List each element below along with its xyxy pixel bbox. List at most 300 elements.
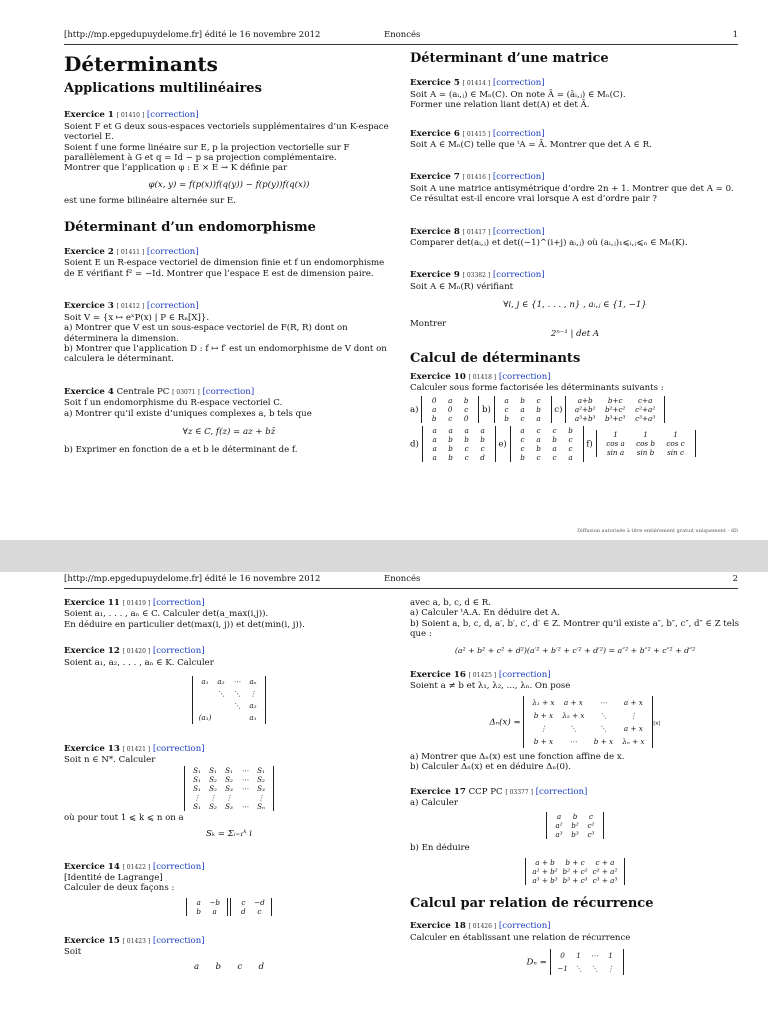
matrix-row — [551, 812, 599, 821]
correction-link[interactable]: [correction] — [202, 386, 255, 397]
item-label: b) — [481, 404, 491, 415]
item-label: e) — [498, 439, 507, 450]
section-heading: Déterminant d’une matrice — [410, 51, 609, 66]
correction-link[interactable]: [correction] — [498, 921, 551, 932]
page-header — [64, 574, 738, 589]
correction-link[interactable]: [correction] — [152, 861, 205, 872]
exercise-label: Exercice 18 — [410, 921, 466, 932]
matrix-cell: S₁ — [225, 765, 233, 775]
determinant — [596, 430, 696, 457]
correction-link[interactable]: [correction] — [146, 247, 199, 258]
matrix-row — [515, 426, 579, 435]
text-line: où pour tout 1 ⩽ k ⩽ n on a — [64, 812, 184, 823]
text-line: Calculer de deux façons : — [64, 883, 175, 894]
exercise-tag: CCP PC — [468, 786, 503, 797]
matrix-cell: c — [520, 434, 525, 444]
matrix-cell: ⋯ — [241, 801, 249, 811]
matrix-cell: c — [536, 425, 541, 435]
matrix-cell: a³ — [555, 830, 563, 840]
exercise-id: [ 01422 ] — [122, 863, 151, 871]
matrix-cell: a — [432, 434, 437, 444]
matrix-cell: c — [536, 452, 541, 462]
matrix-row — [189, 766, 269, 775]
matrix-cell: ⋯ — [599, 697, 607, 707]
matrix-cell: b — [448, 443, 453, 453]
matrix-cell: a — [552, 443, 557, 453]
matrix-cell: S₁ — [193, 783, 201, 793]
matrix-cell: c² — [587, 821, 595, 831]
text-line: Soit A une matrice antisymétrique d’ordre 2n + 1. Montrer que det A = 0. — [410, 183, 734, 194]
text-line: b) Calculer Δₙ(x) et en déduire Δₙ(0). — [410, 762, 572, 773]
matrix-row — [426, 414, 474, 423]
exercise-label: Exercice 5 — [410, 78, 460, 89]
exercise-label: Exercice 14 — [64, 861, 120, 872]
matrix-cell: λ₂ + x — [562, 710, 585, 720]
matrix-cell: b + x — [533, 736, 554, 746]
matrix-cell: S₂ — [257, 774, 265, 784]
matrix-cell: a — [448, 425, 453, 435]
matrix-cell: ⋮ — [249, 689, 257, 699]
matrix-cell: a²+b² — [574, 404, 596, 414]
matrix-cell: a³ + b³ — [532, 875, 558, 885]
matrix-cell: c — [464, 443, 469, 453]
matrix-cell: c — [568, 443, 573, 453]
matrix-row — [570, 414, 660, 423]
matrix-cell: c + a — [595, 857, 615, 867]
exercise-label: Exercice 6 — [410, 128, 460, 139]
exercise-id: [ 01421 ] — [122, 746, 151, 754]
matrix-cell: S₁ — [193, 765, 201, 775]
matrix-cell: 1 — [673, 430, 678, 440]
matrix-cell: 0 — [463, 413, 469, 423]
exercise-label: Exercice 2 — [64, 247, 114, 258]
matrix-cell: b² — [571, 821, 579, 831]
matrix-cell: d — [480, 452, 485, 462]
matrix-cell: a + x — [623, 723, 643, 733]
matrix-cell: c — [552, 425, 557, 435]
header-page-number: 2 — [732, 574, 738, 584]
matrix-row — [528, 709, 648, 722]
text-line: a) Montrer que Δₙ(x) est une fonction affine de x. — [410, 751, 625, 762]
exercise-label: Exercice 1 — [64, 110, 114, 121]
matrix-cell: a — [556, 812, 562, 822]
matrix-cell: S₃ — [257, 783, 265, 793]
formula: φ(x, y) = f(p(x))f(q(y)) − f(p(y))f(q(x)) — [148, 179, 310, 190]
matrix-cell: −1 — [557, 964, 568, 974]
matrix-cell: c+a — [638, 395, 653, 405]
matrix-row — [528, 696, 648, 709]
matrix-row — [189, 793, 269, 802]
matrix-cell: S₃ — [225, 801, 233, 811]
matrix-cell: λₙ + x — [622, 736, 645, 746]
matrix-row — [530, 867, 620, 876]
matrix-row — [197, 712, 261, 724]
matrix-cell: a + b — [535, 857, 555, 867]
text-line: a) Montrer qu’il existe d’uniques complexes a, b tels que — [64, 408, 312, 419]
exercise-label: Exercice 8 — [410, 226, 460, 237]
formula: Sₖ = Σᵢ₌₁ᵏ i — [205, 829, 253, 840]
correction-link[interactable]: [correction] — [492, 78, 545, 89]
correction-link[interactable]: [correction] — [152, 646, 205, 657]
matrix-cell: a — [212, 906, 217, 916]
determinant — [510, 426, 584, 462]
matrix-row — [197, 700, 261, 712]
matrix-cell: ⋮ — [257, 792, 265, 802]
matrix-cell: 1 — [576, 951, 581, 961]
text-line: Comparer det(aᵢ,ⱼ) et det((−1)^(i+j) aᵢ,ⱼ) où (aᵢ,ⱼ)₁⩽ᵢ,ⱼ⩽ₙ ∈ Mₙ(K). — [410, 238, 688, 249]
matrix-row — [197, 688, 261, 700]
correction-link[interactable]: [correction] — [492, 226, 545, 237]
exercise-label: Exercice 17 — [410, 786, 466, 797]
matrix-cell: a — [568, 452, 573, 462]
matrix-row — [515, 444, 579, 453]
item-label: a) — [410, 404, 419, 415]
correction-link[interactable]: [correction] — [492, 172, 545, 183]
correction-link[interactable]: [correction] — [498, 371, 551, 382]
matrix-cell: sin c — [667, 448, 684, 458]
exercise-id: [ 01417 ] — [462, 228, 491, 236]
correction-link[interactable]: [correction] — [146, 301, 199, 312]
matrix-cell: cos c — [666, 439, 685, 449]
matrix-row — [570, 396, 660, 405]
text-line: Ce résultat est-il encore vrai lorsque A est d’ordre pair ? — [410, 194, 657, 205]
matrix-row — [426, 405, 474, 414]
header-source: [http://mp.epgedupuydelome.fr] édité le 16 novembre 2012 — [64, 574, 321, 584]
item-label: c) — [554, 404, 563, 415]
exercise-id: [ 01416 ] — [462, 174, 491, 182]
correction-link[interactable]: [correction] — [535, 786, 588, 797]
matrix-cell: a + x — [623, 697, 643, 707]
matrix-cell: S₁ — [193, 801, 201, 811]
page-footer: Diffusion autorisée à titre entièrement gratuit uniquement - dD — [577, 528, 738, 534]
exercise-id: [ 01414 ] — [462, 80, 491, 88]
matrix-cell: ⋱ — [217, 689, 225, 699]
determinant — [546, 812, 604, 839]
matrix-row — [551, 821, 599, 830]
matrix-row — [601, 448, 691, 457]
correction-link[interactable]: [correction] — [492, 128, 545, 139]
matrix-cell: c — [520, 413, 525, 423]
matrix-row — [528, 735, 648, 748]
exercise-id: [ 03377 ] — [505, 788, 533, 796]
section-heading: Applications multilinéaires — [64, 81, 262, 96]
correction-link[interactable]: [correction] — [152, 935, 205, 946]
matrix-cell: cos b — [636, 439, 655, 449]
matrix-cell: b — [463, 395, 469, 405]
matrix-cell: a + x — [563, 697, 583, 707]
text-line: b) Montrer que l’application D : f ↦ f′ est un endomorphisme de V dont on calculera le déterminant. — [64, 343, 387, 365]
matrix-cell: a — [536, 413, 541, 423]
matrix-cell: a — [432, 443, 437, 453]
matrix-cell: c — [568, 434, 573, 444]
section-heading: Calcul par relation de récurrence — [410, 895, 654, 911]
determinant — [525, 858, 625, 885]
exercise-id: [ 01410 ] — [116, 112, 145, 120]
matrix-cell: b — [448, 452, 453, 462]
matrix-cell: ⋮ — [225, 792, 233, 802]
text-line: Montrer — [410, 318, 447, 329]
matrix-row — [499, 396, 547, 405]
exercise-id: [ 03382 ] — [462, 272, 491, 280]
matrix-row — [570, 405, 660, 414]
matrix-row — [427, 453, 491, 462]
matrix-cell: c — [504, 404, 509, 414]
matrix-row — [499, 414, 547, 423]
matrix-cell: c²+a² — [635, 404, 656, 414]
determinant — [186, 898, 228, 916]
matrix-cell: a — [480, 425, 485, 435]
determinant — [230, 898, 272, 916]
matrix-cell: b³+c³ — [604, 413, 626, 423]
determinant — [494, 396, 552, 423]
page-2 — [0, 572, 768, 1024]
matrix-row — [197, 676, 261, 688]
text-line: est une forme bilinéaire alternée sur E. — [64, 196, 236, 207]
determinant — [421, 396, 479, 423]
text-line: Montrer que l’application φ : E × E → K définie par — [64, 163, 288, 174]
exercise-label: Exercice 10 — [410, 371, 466, 382]
left-column — [64, 598, 394, 972]
matrix-cell: ⋮ — [209, 792, 217, 802]
text-line: En déduire en particulier det(max(i, j)) et det(min(i, j)). — [64, 619, 305, 630]
matrix-cell: b + x — [593, 736, 614, 746]
matrix-cell: ⋱ — [574, 964, 583, 974]
matrix-cell: c — [448, 413, 453, 423]
matrix-cell: c — [588, 812, 594, 822]
matrix-row — [191, 907, 223, 916]
matrix-cell: a — [536, 434, 541, 444]
matrix-cell: ⋱ — [590, 964, 599, 974]
matrix-cell: a — [448, 395, 453, 405]
matrix-row — [189, 802, 269, 811]
right-column — [410, 598, 740, 981]
exercise-id: [ 01418 ] — [468, 373, 497, 381]
matrix-cell: sin b — [636, 448, 655, 458]
exercise-id: [ 01419 ] — [122, 600, 151, 607]
matrix-cell: a — [504, 395, 509, 405]
matrix-cell: b + c — [565, 857, 585, 867]
section-heading: Déterminant d’un endomorphisme — [64, 219, 316, 235]
exercise-id: [ 01415 ] — [462, 130, 491, 138]
matrix-cell: a — [464, 425, 469, 435]
formula-lhs: Dₙ = — [526, 957, 547, 968]
exercise-id: [ 01425 ] — [468, 672, 497, 680]
matrix-cell: S₁ — [193, 774, 201, 784]
text-line: Calculer sous forme factorisée les déterminants suivants : — [410, 383, 664, 394]
matrix-cell: b³ — [571, 830, 579, 840]
determinant — [422, 426, 496, 462]
formula: 2ⁿ⁻¹ | det A — [550, 329, 600, 340]
matrix-cell: −d — [254, 897, 265, 907]
matrix-cell: b — [448, 434, 453, 444]
text-line: Soit f un endomorphisme du R-espace vectoriel C. — [64, 398, 283, 409]
header-section: Enoncés — [384, 574, 421, 584]
exercise-label: Exercice 13 — [64, 744, 120, 755]
matrix-cell: a — [432, 425, 437, 435]
matrix-row — [189, 775, 269, 784]
exercise-label: Exercice 7 — [410, 172, 460, 183]
matrix-row — [530, 876, 620, 885]
text-line: Soient F et G deux sous-espaces vectoriels supplémentaires d’un K-espace vectoriel E. — [64, 121, 389, 143]
matrix-cell: b — [520, 452, 525, 462]
right-column — [410, 51, 740, 462]
matrix-cell: ⋯ — [569, 736, 577, 746]
matrix-cell: b — [572, 812, 578, 822]
text-line: Soient a₁, a₂, . . . , aₙ ∈ K. Calculer — [64, 657, 214, 668]
matrix-cell: b+c — [607, 395, 623, 405]
text-line: a) Montrer que V est un sous-espace vectoriel de F(R, R) dont on déterminera la dimension. — [64, 323, 348, 344]
text-line: Soit A ∈ Mₙ(R) vérifiant — [410, 281, 514, 292]
determinant — [192, 676, 266, 724]
exercise-label: Exercice 11 — [64, 598, 120, 608]
matrix-cell: ⋱ — [233, 689, 241, 699]
text-line: Soient a ≠ b et λ₁, λ₂, ..., λₙ. On pose — [410, 681, 571, 692]
matrix-cell: a+b — [577, 395, 593, 405]
matrix-cell: c — [552, 452, 557, 462]
matrix-row — [427, 444, 491, 453]
matrix-cell: 1 — [613, 430, 618, 440]
matrix-cell: a₂ — [249, 701, 257, 711]
formula-lhs: Δₙ(x) = — [489, 717, 521, 728]
correction-link[interactable]: [correction] — [152, 598, 205, 608]
text-line: [Identité de Lagrange] — [64, 873, 163, 884]
text-line: Soit — [64, 947, 82, 958]
matrix-cell: S₂ — [209, 783, 217, 793]
header-source: [http://mp.epgedupuydelome.fr] édité le 16 novembre 2012 — [64, 30, 321, 40]
matrix-cell: c³ — [587, 830, 595, 840]
header-section: Enoncés — [384, 30, 421, 40]
text-line: avec a, b, c, d ∈ R. — [410, 598, 491, 608]
formula: ∀i, j ∈ {1, . . . , n} , aᵢ,ⱼ ∈ {1, −1} — [503, 300, 647, 311]
matrix-row — [515, 453, 579, 462]
text-line: Former une relation liant det(A) et det Ā. — [410, 100, 590, 111]
text-line: Soit V = {x ↦ eˣP(x) | P ∈ Rₙ[X]}. — [64, 312, 210, 323]
matrix-cell: c — [464, 404, 469, 414]
matrix-cell: a — [432, 404, 437, 414]
page-header — [64, 30, 738, 45]
page-title: Déterminants — [64, 52, 218, 76]
matrix-row — [427, 426, 491, 435]
matrix-cell: a — [196, 897, 201, 907]
exercise-id: [ 03071 ] — [172, 388, 200, 396]
matrix-row — [530, 858, 620, 867]
matrix-cell: 0 — [447, 404, 453, 414]
exercise-label: Exercice 4 — [64, 386, 114, 397]
exercise-id: [ 01423 ] — [122, 937, 151, 945]
text-line: Soit n ∈ N*. Calculer — [64, 755, 156, 766]
item-label: d) — [410, 439, 419, 450]
matrix-cell: b — [520, 395, 525, 405]
matrix-row: a b c d — [193, 961, 265, 972]
text-line: Calculer en établissant une relation de récurrence — [410, 932, 631, 943]
correction-link[interactable]: [correction] — [146, 110, 199, 121]
text-line: Soit A ∈ Mₙ(C) telle que ᵗA = Ā. Montrer que det A ∈ R. — [410, 140, 652, 151]
matrix-cell: d — [241, 906, 246, 916]
matrix-row — [601, 430, 691, 439]
matrix-cell: b — [536, 443, 541, 453]
matrix-cell: 0 — [431, 395, 437, 405]
exercise-id: [ 01426 ] — [468, 923, 497, 931]
matrix-cell: c — [480, 443, 485, 453]
matrix-cell: S₂ — [225, 774, 233, 784]
matrix-cell: ⋮ — [539, 723, 547, 733]
exercise-label: Exercice 16 — [410, 670, 466, 681]
matrix-row — [555, 962, 619, 975]
matrix-cell: a — [520, 404, 525, 414]
matrix-cell: S₁ — [257, 765, 265, 775]
matrix-cell: ⋯ — [590, 951, 599, 961]
matrix-row — [551, 830, 599, 839]
matrix-cell: b — [536, 404, 541, 414]
matrix-cell: b — [431, 413, 437, 423]
matrix-cell: ⋮ — [606, 964, 615, 974]
matrix-cell: b² + c² — [562, 866, 588, 876]
matrix-cell: ⋱ — [599, 710, 607, 720]
matrix-cell: 1 — [643, 430, 648, 440]
matrix-cell: b + x — [533, 710, 554, 720]
matrix-cell: b — [196, 906, 201, 916]
matrix-row — [528, 722, 648, 735]
determinant — [523, 696, 653, 748]
matrix-cell: S₁ — [209, 765, 217, 775]
matrix-cell: ⋱ — [233, 701, 241, 711]
matrix-cell: ⋱ — [599, 723, 607, 733]
correction-link[interactable]: [correction] — [492, 270, 545, 281]
formula: (a² + b² + c² + d²)(a′² + b′² + c′² + d′²) = a″² + b″² + c″² + d″² — [454, 645, 696, 655]
exercise-id: [ 01411 ] — [116, 249, 145, 257]
exercise-id: [ 01420 ] — [122, 648, 151, 656]
matrix-cell: c — [536, 395, 541, 405]
matrix-cell: S₃ — [225, 783, 233, 793]
text-line: b) Soient a, b, c, d, a′, b′, c′, d′ ∈ Z. Montrer qu’il existe a″, b″, c″, d″ ∈ Z tels que : — [410, 618, 739, 640]
matrix-cell: b — [552, 434, 557, 444]
matrix-cell: 1 — [608, 951, 613, 961]
determinant — [550, 949, 624, 975]
correction-link[interactable]: [correction] — [152, 744, 205, 755]
matrix-cell: a — [432, 452, 437, 462]
determinant — [184, 766, 274, 811]
matrix-cell: c³+a³ — [635, 413, 656, 423]
text-line: Soient a₁, . . . , aₙ ∈ C. Calculer det(a_max(i,j)). — [64, 609, 269, 620]
matrix-cell: b — [480, 434, 485, 444]
exercise-label: Exercice 15 — [64, 935, 120, 946]
matrix-row — [426, 396, 474, 405]
matrix-cell: −b — [209, 897, 220, 907]
matrix-cell: ⋱ — [569, 723, 577, 733]
matrix-cell: a³+b³ — [574, 413, 596, 423]
formula: ∀z ∈ C, f(z) = az + bz̄ — [182, 426, 276, 437]
matrix-cell: b — [568, 425, 573, 435]
matrix-cell: (a₁) — [198, 713, 212, 723]
matrix-row — [601, 439, 691, 448]
matrix-cell: a² + b² — [532, 866, 558, 876]
matrix-row — [235, 907, 267, 916]
header-page-number: 1 — [732, 30, 738, 40]
matrix-cell: c² + a² — [592, 866, 618, 876]
matrix-cell: c — [520, 443, 525, 453]
matrix-cell: b²+c² — [604, 404, 626, 414]
matrix-row — [555, 949, 619, 962]
matrix-cell: λ₁ + x — [532, 697, 555, 707]
determinant — [565, 396, 665, 423]
text-line: a) Calculer ᵗA.A. En déduire det A. — [410, 608, 560, 619]
section-heading: Calcul de déterminants — [410, 350, 581, 366]
matrix-cell: S₂ — [209, 774, 217, 784]
matrix-cell: c — [241, 897, 246, 907]
matrix-cell: c³ + a³ — [592, 875, 618, 885]
correction-link[interactable]: [correction] — [498, 670, 551, 681]
matrix-cell: ⋯ — [241, 765, 249, 775]
